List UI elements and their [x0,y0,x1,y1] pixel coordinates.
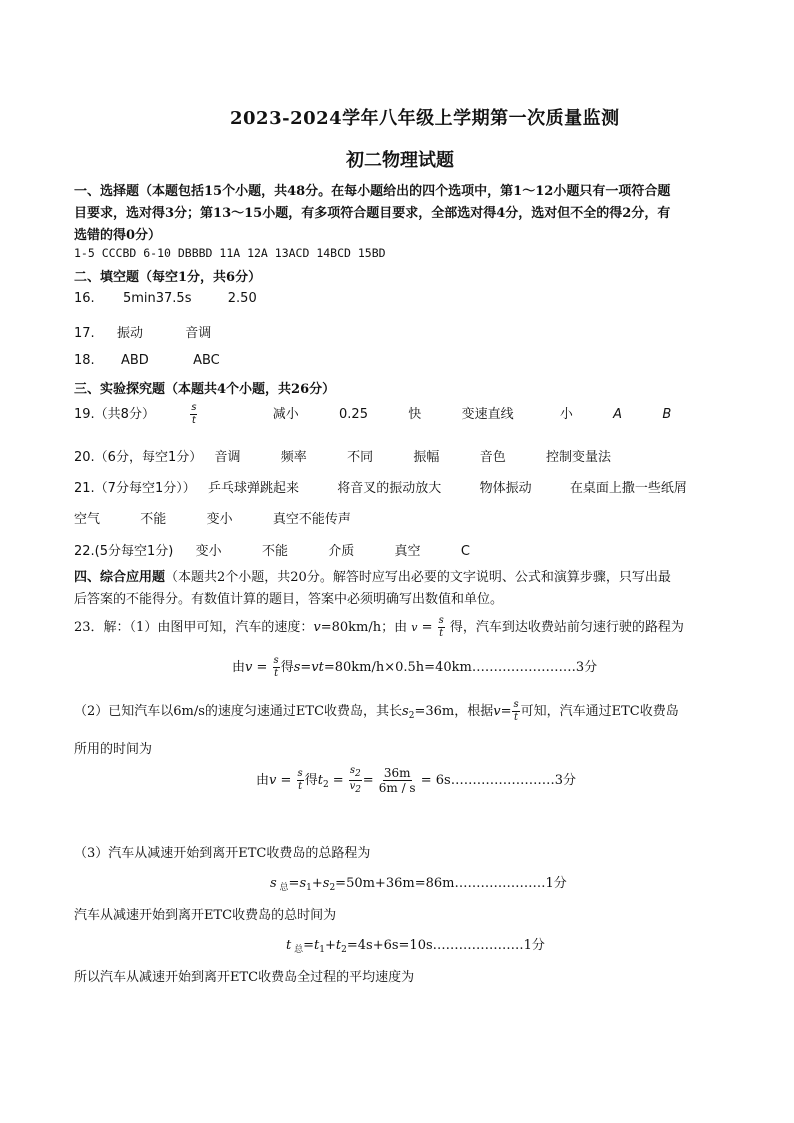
q21-answer: 空气 [74,512,101,527]
q20-row [74,446,611,465]
q21-row [74,477,687,496]
q23-part3-text: （3）汽车从减速开始到离开ETC收费岛的总路程为 [74,846,371,861]
q16-number: 16. [74,291,95,306]
section4-heading-line1 [74,566,671,585]
q23-part5-text: 所以汽车从减速开始到离开ETC收费岛全过程的平均速度为 [74,970,415,985]
q23-line1: 23．解：（1）由图甲可知，汽车的速度：v=80km/h；由 v = $\frac{s}{t}$ 得，汽车到达收费站前匀速行驶的路程为 [74,615,684,639]
q21-answer: 乒乓球弹跳起来 [208,481,300,496]
q21-answer: 物体振动 [479,481,532,496]
q17-number: 17. [74,326,95,341]
section1-heading-line1: 一、选择题（本题包括15个小题，共48分。在每小题给出的四个选项中，第1～12小题只有一项符合题 [74,184,671,199]
q19-formula-s-over-t: $\frac{s}{t}$ [191,402,197,426]
q20-number: 20.（6分，每空1分） [74,450,203,465]
q21-row-2 [74,508,351,527]
section4-heading-line2: 后答案的不能得分。有数值计算的题目，答案中必须明确写出数值和单位。 [74,592,504,607]
q23-eq-total-distance: s $_总=s_1+s_2=50m+36m=86m\dots\dots\dots\dots\dots\dots\dots 1$分 [270,876,567,893]
q17-answer-2: 音调 [185,326,212,341]
q22-number: 22.(5分每空1分) [74,544,174,559]
q22-answer: 变小 [195,544,222,559]
q23-part4-text: 汽车从减速开始到离开ETC收费岛的总时间为 [74,908,337,923]
page-subtitle: 初二物理试题 [346,150,454,171]
section1-answers: 1-5 CCCBD 6-10 DBBBD 11A 12A 13ACD 14BCD 15BD [74,246,386,260]
q20-answer: 不同 [347,450,374,465]
q20-answer: 音调 [214,450,241,465]
section1-heading-line3: 选错的得0分） [74,228,162,243]
q22-answer: 介质 [328,544,355,559]
q22-row [74,540,470,559]
q19-row [74,403,671,426]
q21-answer: 不能 [140,512,167,527]
section2-heading: 二、填空题（每空1分，共6分） [74,270,262,285]
q20-answer: 振幅 [413,450,440,465]
q20-answer: 音色 [479,450,506,465]
formula-36m-over-6ms: $\frac{36m}{6m / s}$ [378,766,416,795]
q22-answer: 不能 [261,544,288,559]
page-title: 2023-2024学年八年级上学期第一次质量监测 [230,108,620,129]
q22-answer: C [460,544,470,559]
q19-answer: 减小 [272,407,299,422]
q19-answer: 快 [408,407,422,422]
q21-answer: 变小 [206,512,233,527]
q16-answer-2: 2.50 [227,291,257,306]
q23-line2: 由v = $\frac{s}{t}$ 得s=vt=80km/h×0.5h=40km……………………3分 [232,655,598,679]
q19-answer: 小 [559,407,573,422]
q23-eq-total-time: t $_总=t_1+t_2=4s+6s=10s\dots\dots\dots\dots\dots\dots\dots 1$分 [286,938,545,955]
q16-answer-1: 5min37.5s [122,291,192,306]
q19-answer: 变速直线 [461,407,514,422]
q23-part2-line1: （2）已知汽车以6m/s的速度匀速通过ETC收费岛，其长$s_2=36m$，根据v= $\frac{s}{t}$ 可知，汽车通过ETC收费岛 [74,699,679,723]
section1-heading-line2: 目要求，选对得3分；第13～15小题，有多项符合题目要求，全部选对得4分，选对但不全的得2分，有 [74,206,671,221]
q21-number: 21.（7分每空1分）） [74,481,196,496]
q19-answer: A [613,407,623,422]
q20-answer: 控制变量法 [545,450,611,465]
q18-row [74,353,220,368]
formula-v-s-over-t: $\frac{s}{t}$ [438,615,444,639]
q19-number: 19.（共8分） [74,407,155,422]
q18-number: 18. [74,353,95,368]
q23-part2-line2: 所用的时间为 [74,742,153,757]
q21-answer: 在桌面上撒一些纸屑 [569,481,687,496]
section4-heading-bold: 四、综合应用题 [74,570,166,585]
q22-answer: 真空 [394,544,421,559]
q21-answer: 将音叉的振动放大 [337,481,442,496]
q20-answer: 频率 [280,450,307,465]
q19-answer: B [662,407,672,422]
section3-heading: 三、实验探究题（本题共4个小题，共26分） [74,382,336,397]
section4-heading-rest: （本题共2个小题，共20分。解答时应写出必要的文字说明、公式和演算步骤，只写出最 [165,570,671,585]
q17-answer-1: 振动 [116,326,143,341]
q17-row [74,322,211,341]
q23-line3: 由v = $\frac{s}{t}$ 得$t_2$ = $\frac{s_2}{v_2}$ = $\frac{36m}{6m / s}$ = 6s……………………3分 [256,765,576,795]
q18-answer-2: ABC [193,353,220,368]
q18-answer-1: ABD [120,353,149,368]
q21-answer: 真空不能传声 [272,512,351,527]
q19-answer: 0.25 [339,407,368,422]
q16-row [74,291,257,306]
